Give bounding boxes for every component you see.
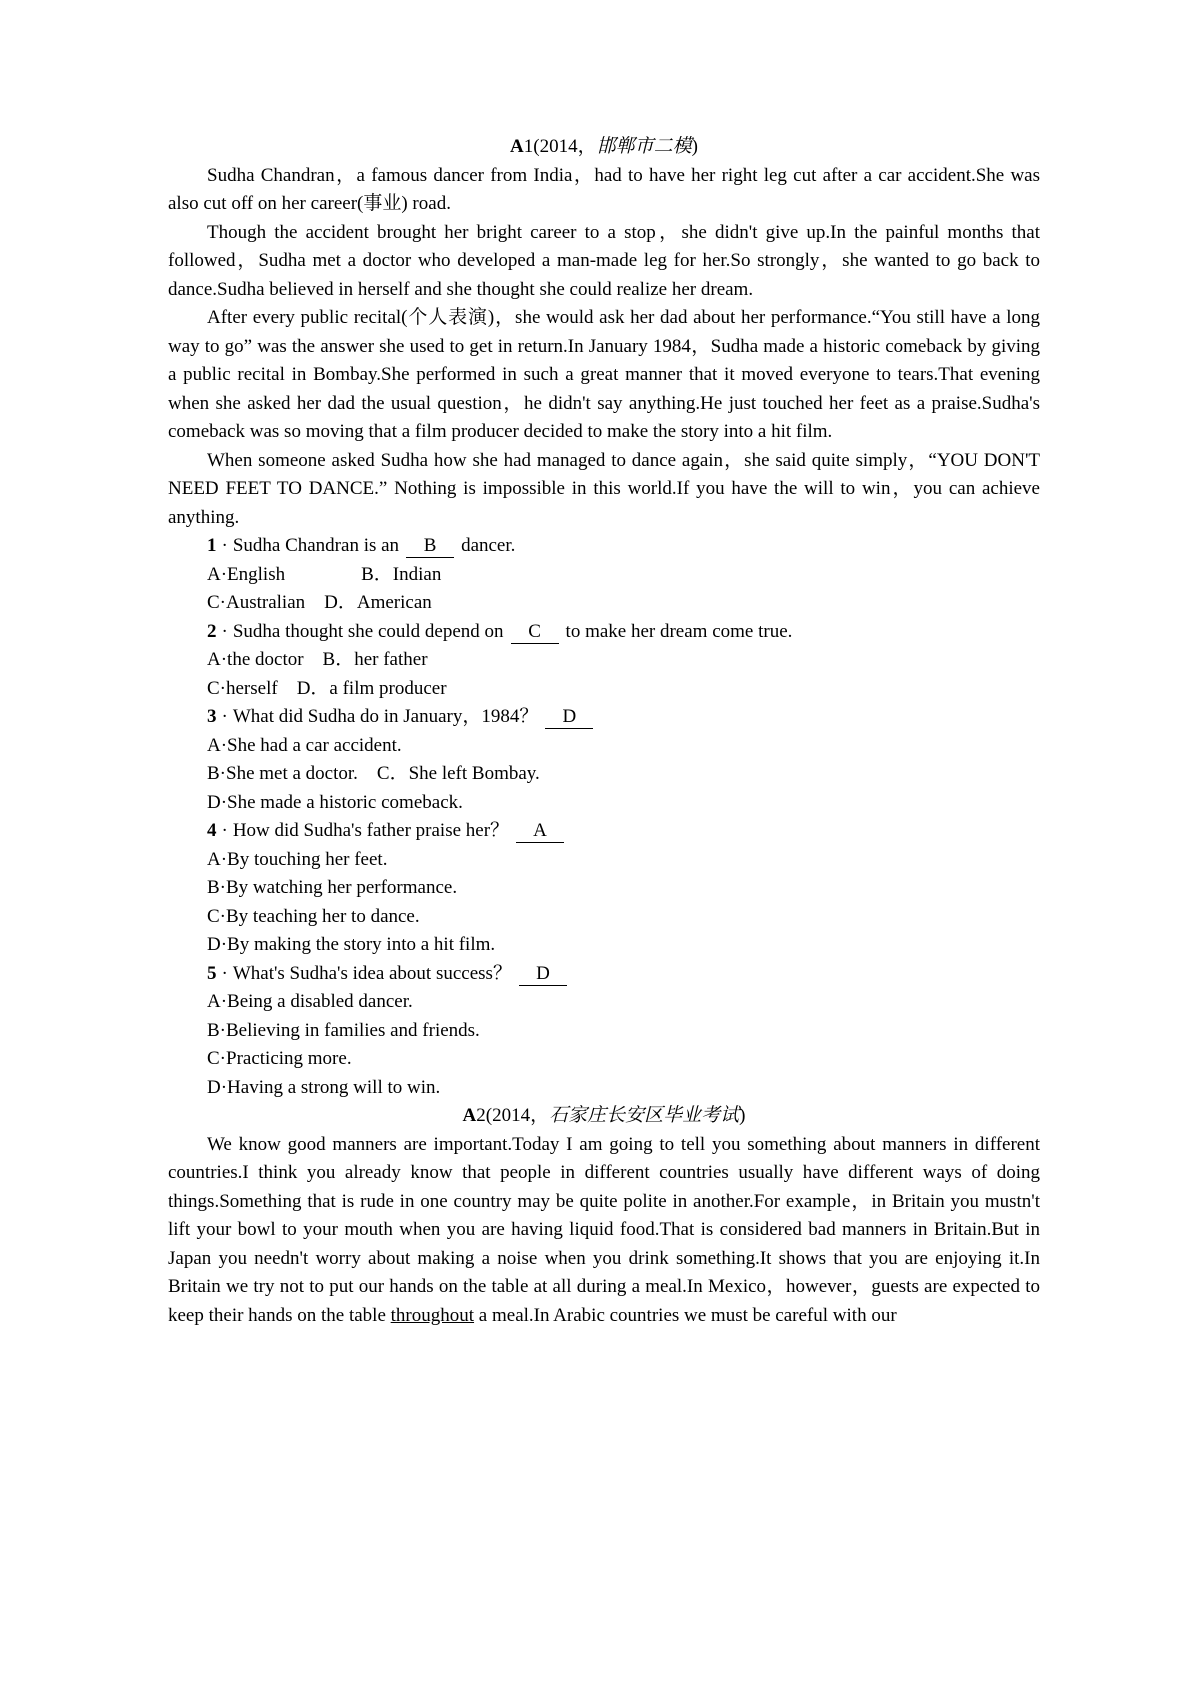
passage-a1-paragraph-4: When someone asked Sudha how she had managed to dance again，she said quite simply，“YOU DON'T NEED FEET TO DANCE.” Nothing is impossible in this world.If you have the will to win，you can achieve anything. [168, 449, 1040, 528]
answer-blank: C [511, 621, 559, 644]
answer-blank: D [545, 706, 593, 729]
option-line: C·herself D．a film producer [207, 677, 447, 699]
question-number: 4 [207, 820, 217, 841]
section-a2-heading [168, 1102, 1040, 1131]
question-5 [168, 960, 1040, 1103]
question-2-stem [207, 618, 1040, 647]
option-line: A·By touching her feet. [207, 848, 388, 870]
question-number: 2 [207, 620, 217, 642]
question-separator: · [221, 620, 228, 642]
question-number: 3 [207, 706, 217, 727]
underlined-word: throughout [390, 1304, 475, 1326]
option-line: A·the doctor B．her father [207, 649, 428, 670]
heading-close-paren: ) [691, 136, 698, 157]
question-text-after: to make her dream come true. [565, 620, 793, 642]
heading-bold-letter: A [510, 136, 524, 157]
option-line: D·Having a strong will to win. [207, 1076, 441, 1098]
question-3 [168, 703, 1040, 817]
option-line: B·She met a doctor. C．She left Bombay. [207, 763, 540, 784]
heading-bold-letter: A [462, 1105, 477, 1126]
option-line: C·Australian D．American [207, 592, 432, 613]
question-1 [168, 532, 1040, 618]
passage-text-before: We know good manners are important.Today I am going to tell you something about manners in different countries.I think you already know that people in different countries usually have different ways of doing things.Something that is rude in one country may be quite polite in another.For example，in Britain you mustn't lift your bowl to your mouth when you are having liquid food.That is considered bad manners in Britain.But in Japan you needn't worry about making a noise when you drink something.It shows that you are enjoying it.In Britain we try not to put our hands on the table at all during a meal.In Mexico，however，guests are expected to keep their hands on the table [168, 1133, 1040, 1326]
option-line: A·Being a disabled dancer. [207, 991, 413, 1012]
question-separator: · [221, 535, 228, 556]
question-4 [168, 817, 1040, 960]
passage-a2-paragraph-1 [168, 1131, 1040, 1331]
answer-blank: B [406, 535, 454, 558]
question-text-before: Sudha thought she could depend on [232, 620, 504, 642]
option-line: A·English B．Indian [207, 563, 442, 585]
option-line: D·By making the story into a hit film. [207, 934, 496, 955]
question-separator: · [221, 962, 228, 984]
question-text-after: dancer. [461, 535, 516, 556]
option-line: A·She had a car accident. [207, 734, 402, 756]
passage-text-after: a meal.In Arabic countries we must be careful with our [474, 1304, 897, 1326]
question-separator: · [221, 820, 228, 841]
question-text-before: Sudha Chandran is an [232, 535, 400, 556]
heading-source-chinese: 石家庄长安区毕业考试 [549, 1105, 740, 1126]
question-5-stem [207, 960, 1040, 989]
section-a1-heading [168, 133, 1040, 162]
question-text-before: What's Sudha's idea about success？ [232, 962, 512, 984]
option-line: C·By teaching her to dance. [207, 905, 420, 927]
passage-a1-paragraph-1: Sudha Chandran，a famous dancer from India，had to have her right leg cut after a car accident.She was also cut off on her career(事业) road. [168, 164, 1040, 214]
answer-blank: A [516, 820, 564, 843]
question-text-before: How did Sudha's father praise her？ [232, 820, 510, 841]
answer-blank: D [519, 963, 567, 986]
option-line: C·Practicing more. [207, 1048, 352, 1069]
question-text-before: What did Sudha do in January，1984？ [232, 706, 539, 727]
question-number: 5 [207, 962, 217, 984]
question-number: 1 [207, 535, 217, 556]
option-line: D·She made a historic comeback. [207, 791, 463, 813]
question-separator: · [221, 706, 228, 727]
question-2 [168, 618, 1040, 704]
question-1-stem [207, 532, 1040, 561]
heading-number-year: 1(2014， [523, 136, 597, 157]
option-line: B·Believing in families and friends. [207, 1019, 480, 1041]
passage-a1-paragraph-2: Though the accident brought her bright career to a stop，she didn't give up.In the painful months that followed，Sudha met a doctor who developed a man-made leg for her.So strongly，she wanted to go back to dance.Sudha believed in herself and she thought she could realize her dream. [168, 221, 1040, 300]
heading-source-chinese: 邯郸市二模 [596, 136, 692, 157]
heading-number-year: 2(2014， [476, 1105, 550, 1126]
heading-close-paren: ) [739, 1105, 746, 1126]
passage-a1-paragraph-3: After every public recital(个人表演)，she would ask her dad about her performance.“You still have a long way to go” was the answer she used to get in return.In January 1984，Sudha made a historic comeback by giving a public recital in Bombay.She performed in such a great manner that it moved everyone to tears.That evening when she asked her dad the usual question，he didn't say anything.He just touched her feet as a praise.Sudha's comeback was so moving that a film producer decided to make the story into a hit film. [168, 307, 1040, 442]
question-3-stem [207, 703, 1040, 732]
question-4-stem [207, 817, 1040, 846]
option-line: B·By watching her performance. [207, 877, 458, 898]
